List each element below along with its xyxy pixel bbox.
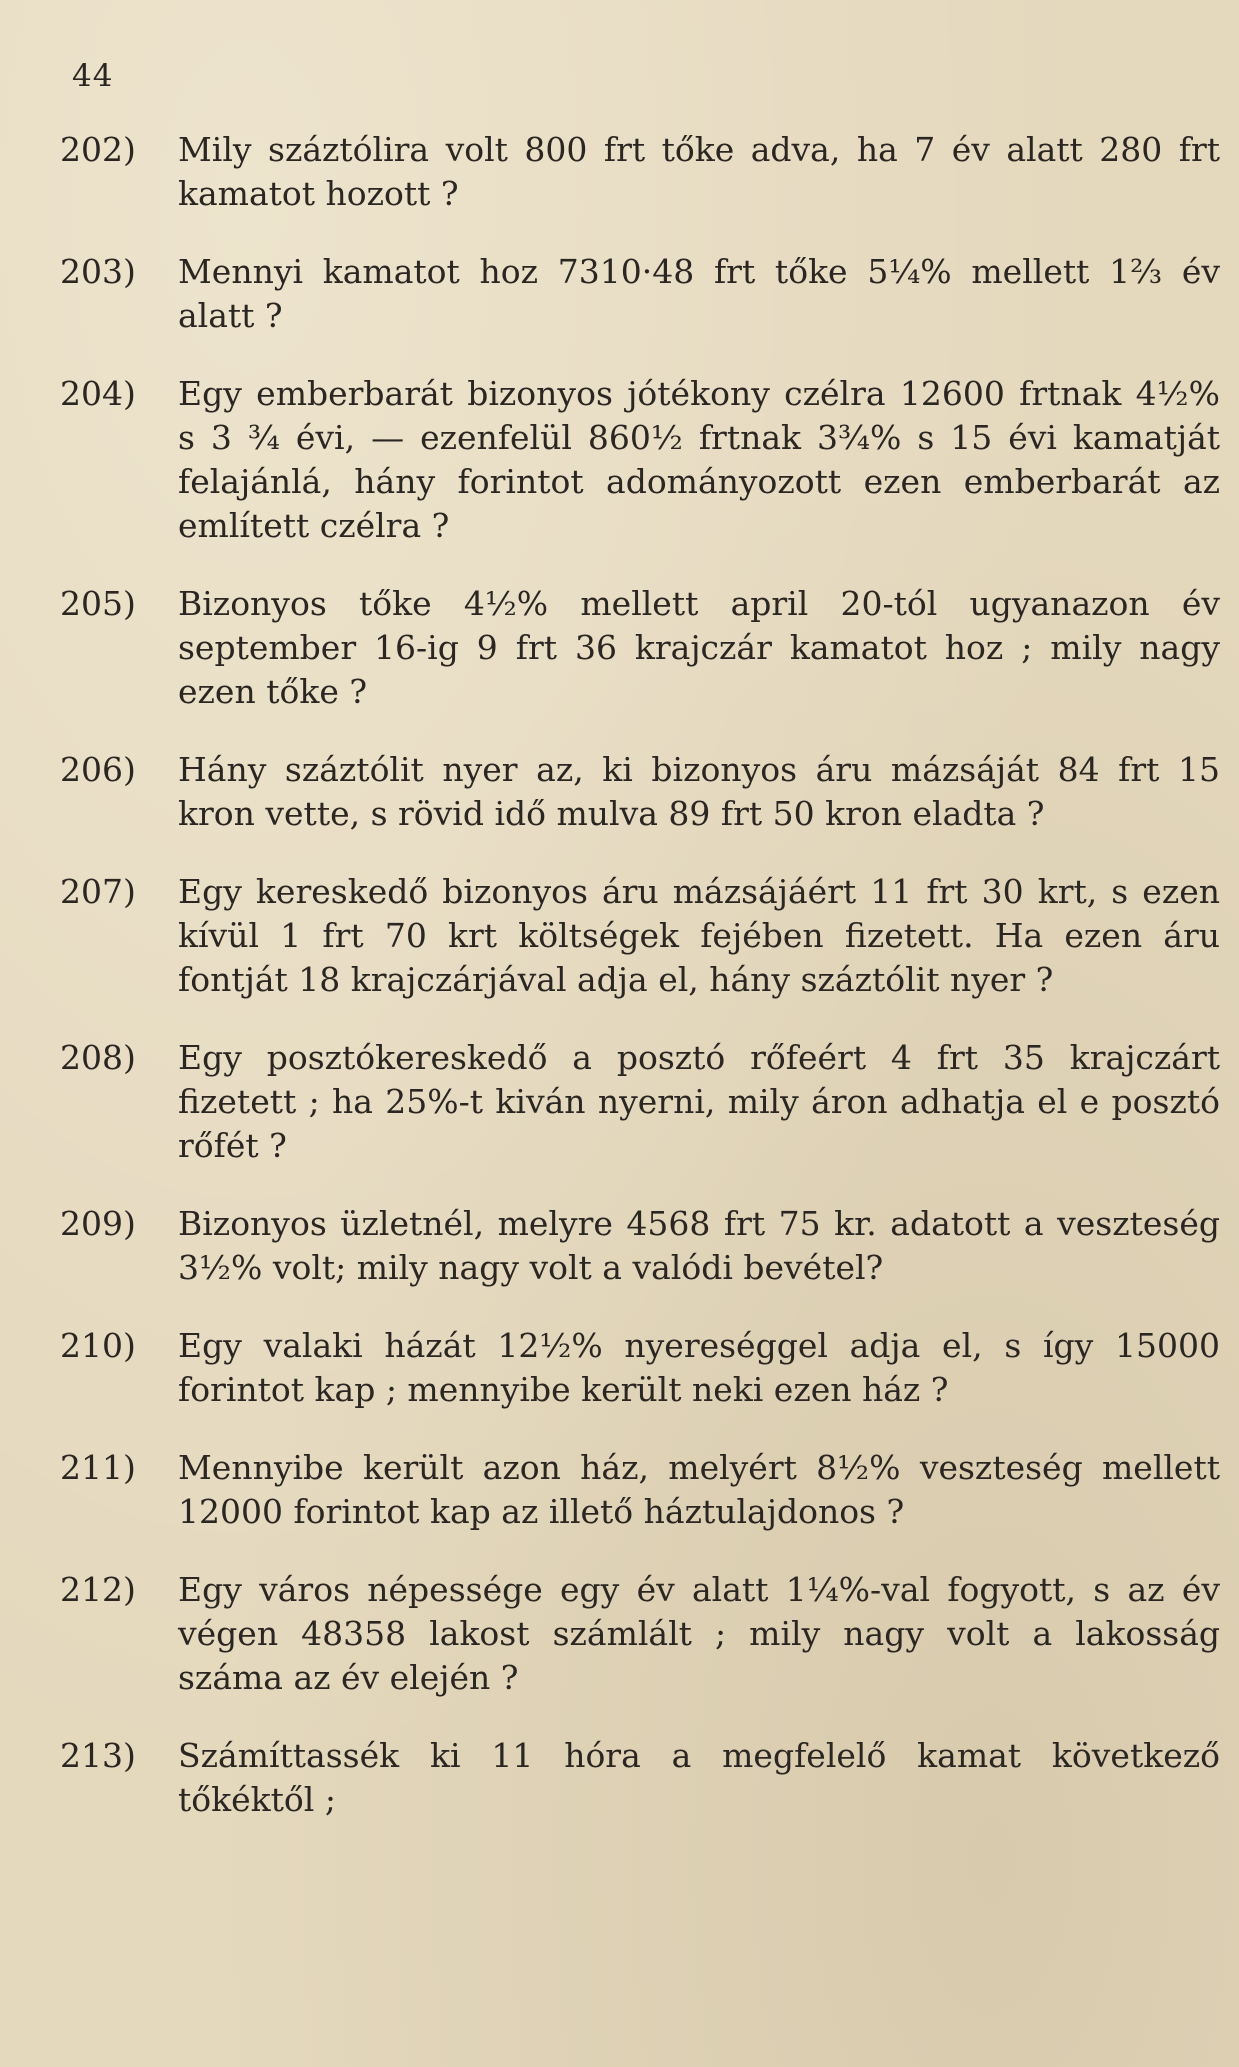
page-number: 44 bbox=[72, 58, 114, 94]
problem-205 bbox=[60, 582, 1220, 714]
problem-number: 213) bbox=[60, 1736, 136, 1775]
problem-text: Bizonyos üzletnél, melyre 4568 frt 75 kr. adatott a veszteség 3½% volt; mily nagy volt a valódi bevétel? bbox=[178, 1204, 1220, 1287]
problem-number: 203) bbox=[60, 252, 136, 291]
problem-number: 211) bbox=[60, 1448, 136, 1487]
problem-text: Egy emberbarát bizonyos jótékony czélra 12600 frtnak 4½% s 3 ¾ évi, — ezenfelül 860½ frtnak 3¾% s 15 évi kamatját felajánlá, hány forintot adományozott ezen emberbarát az említett czélra ? bbox=[178, 374, 1220, 545]
problem-text: Hány száztólit nyer az, ki bizonyos áru mázsáját 84 frt 15 kron vette, s rövid idő mulva 89 frt 50 kron eladta ? bbox=[178, 750, 1220, 833]
problem-211 bbox=[60, 1446, 1220, 1534]
problem-text: Mennyi kamatot hoz 7310·48 frt tőke 5¼% mellett 1⅔ év alatt ? bbox=[178, 252, 1220, 335]
problem-text: Bizonyos tőke 4½% mellett april 20-tól ugyanazon év september 16-ig 9 frt 36 krajczár kamatot hoz ; mily nagy ezen tőke ? bbox=[178, 584, 1220, 711]
problem-text: Egy kereskedő bizonyos áru mázsájáért 11 frt 30 krt, s ezen kívül 1 frt 70 krt költségek fejében fizetett. Ha ezen áru fontját 18 krajczárjával adja el, hány száztólit nyer ? bbox=[178, 872, 1220, 999]
problem-209 bbox=[60, 1202, 1220, 1290]
problem-202 bbox=[60, 128, 1220, 216]
problem-number: 209) bbox=[60, 1204, 136, 1243]
problem-210 bbox=[60, 1324, 1220, 1412]
problem-203 bbox=[60, 250, 1220, 338]
problem-204 bbox=[60, 372, 1220, 548]
problem-text: Számíttassék ki 11 hóra a megfelelő kamat következő tőkéktől ; bbox=[178, 1736, 1220, 1819]
problem-number: 212) bbox=[60, 1570, 136, 1609]
problem-text: Mily száztólira volt 800 frt tőke adva, ha 7 év alatt 280 frt kamatot hozott ? bbox=[178, 130, 1220, 213]
problem-212 bbox=[60, 1568, 1220, 1700]
problem-number: 202) bbox=[60, 130, 136, 169]
problem-text: Egy valaki házát 12½% nyereséggel adja el, s így 15000 forintot kap ; mennyibe került neki ezen ház ? bbox=[178, 1326, 1220, 1409]
problem-list bbox=[60, 128, 1220, 1856]
problem-number: 204) bbox=[60, 374, 136, 413]
problem-number: 206) bbox=[60, 750, 136, 789]
problem-208 bbox=[60, 1036, 1220, 1168]
problem-213 bbox=[60, 1734, 1220, 1822]
problem-206 bbox=[60, 748, 1220, 836]
problem-207 bbox=[60, 870, 1220, 1002]
problem-number: 210) bbox=[60, 1326, 136, 1365]
problem-number: 205) bbox=[60, 584, 136, 623]
problem-number: 208) bbox=[60, 1038, 136, 1077]
problem-number: 207) bbox=[60, 872, 136, 911]
problem-text: Egy posztókereskedő a posztó rőfeért 4 frt 35 krajczárt fizetett ; ha 25%-t kiván nyerni, mily áron adhatja el e posztó rőfét ? bbox=[178, 1038, 1220, 1165]
problem-text: Mennyibe került azon ház, melyért 8½% veszteség mellett 12000 forintot kap az illető háztulajdonos ? bbox=[178, 1448, 1220, 1531]
problem-text: Egy város népessége egy év alatt 1¼%-val fogyott, s az év végen 48358 lakost számlált ; mily nagy volt a lakosság száma az év elején ? bbox=[178, 1570, 1220, 1697]
